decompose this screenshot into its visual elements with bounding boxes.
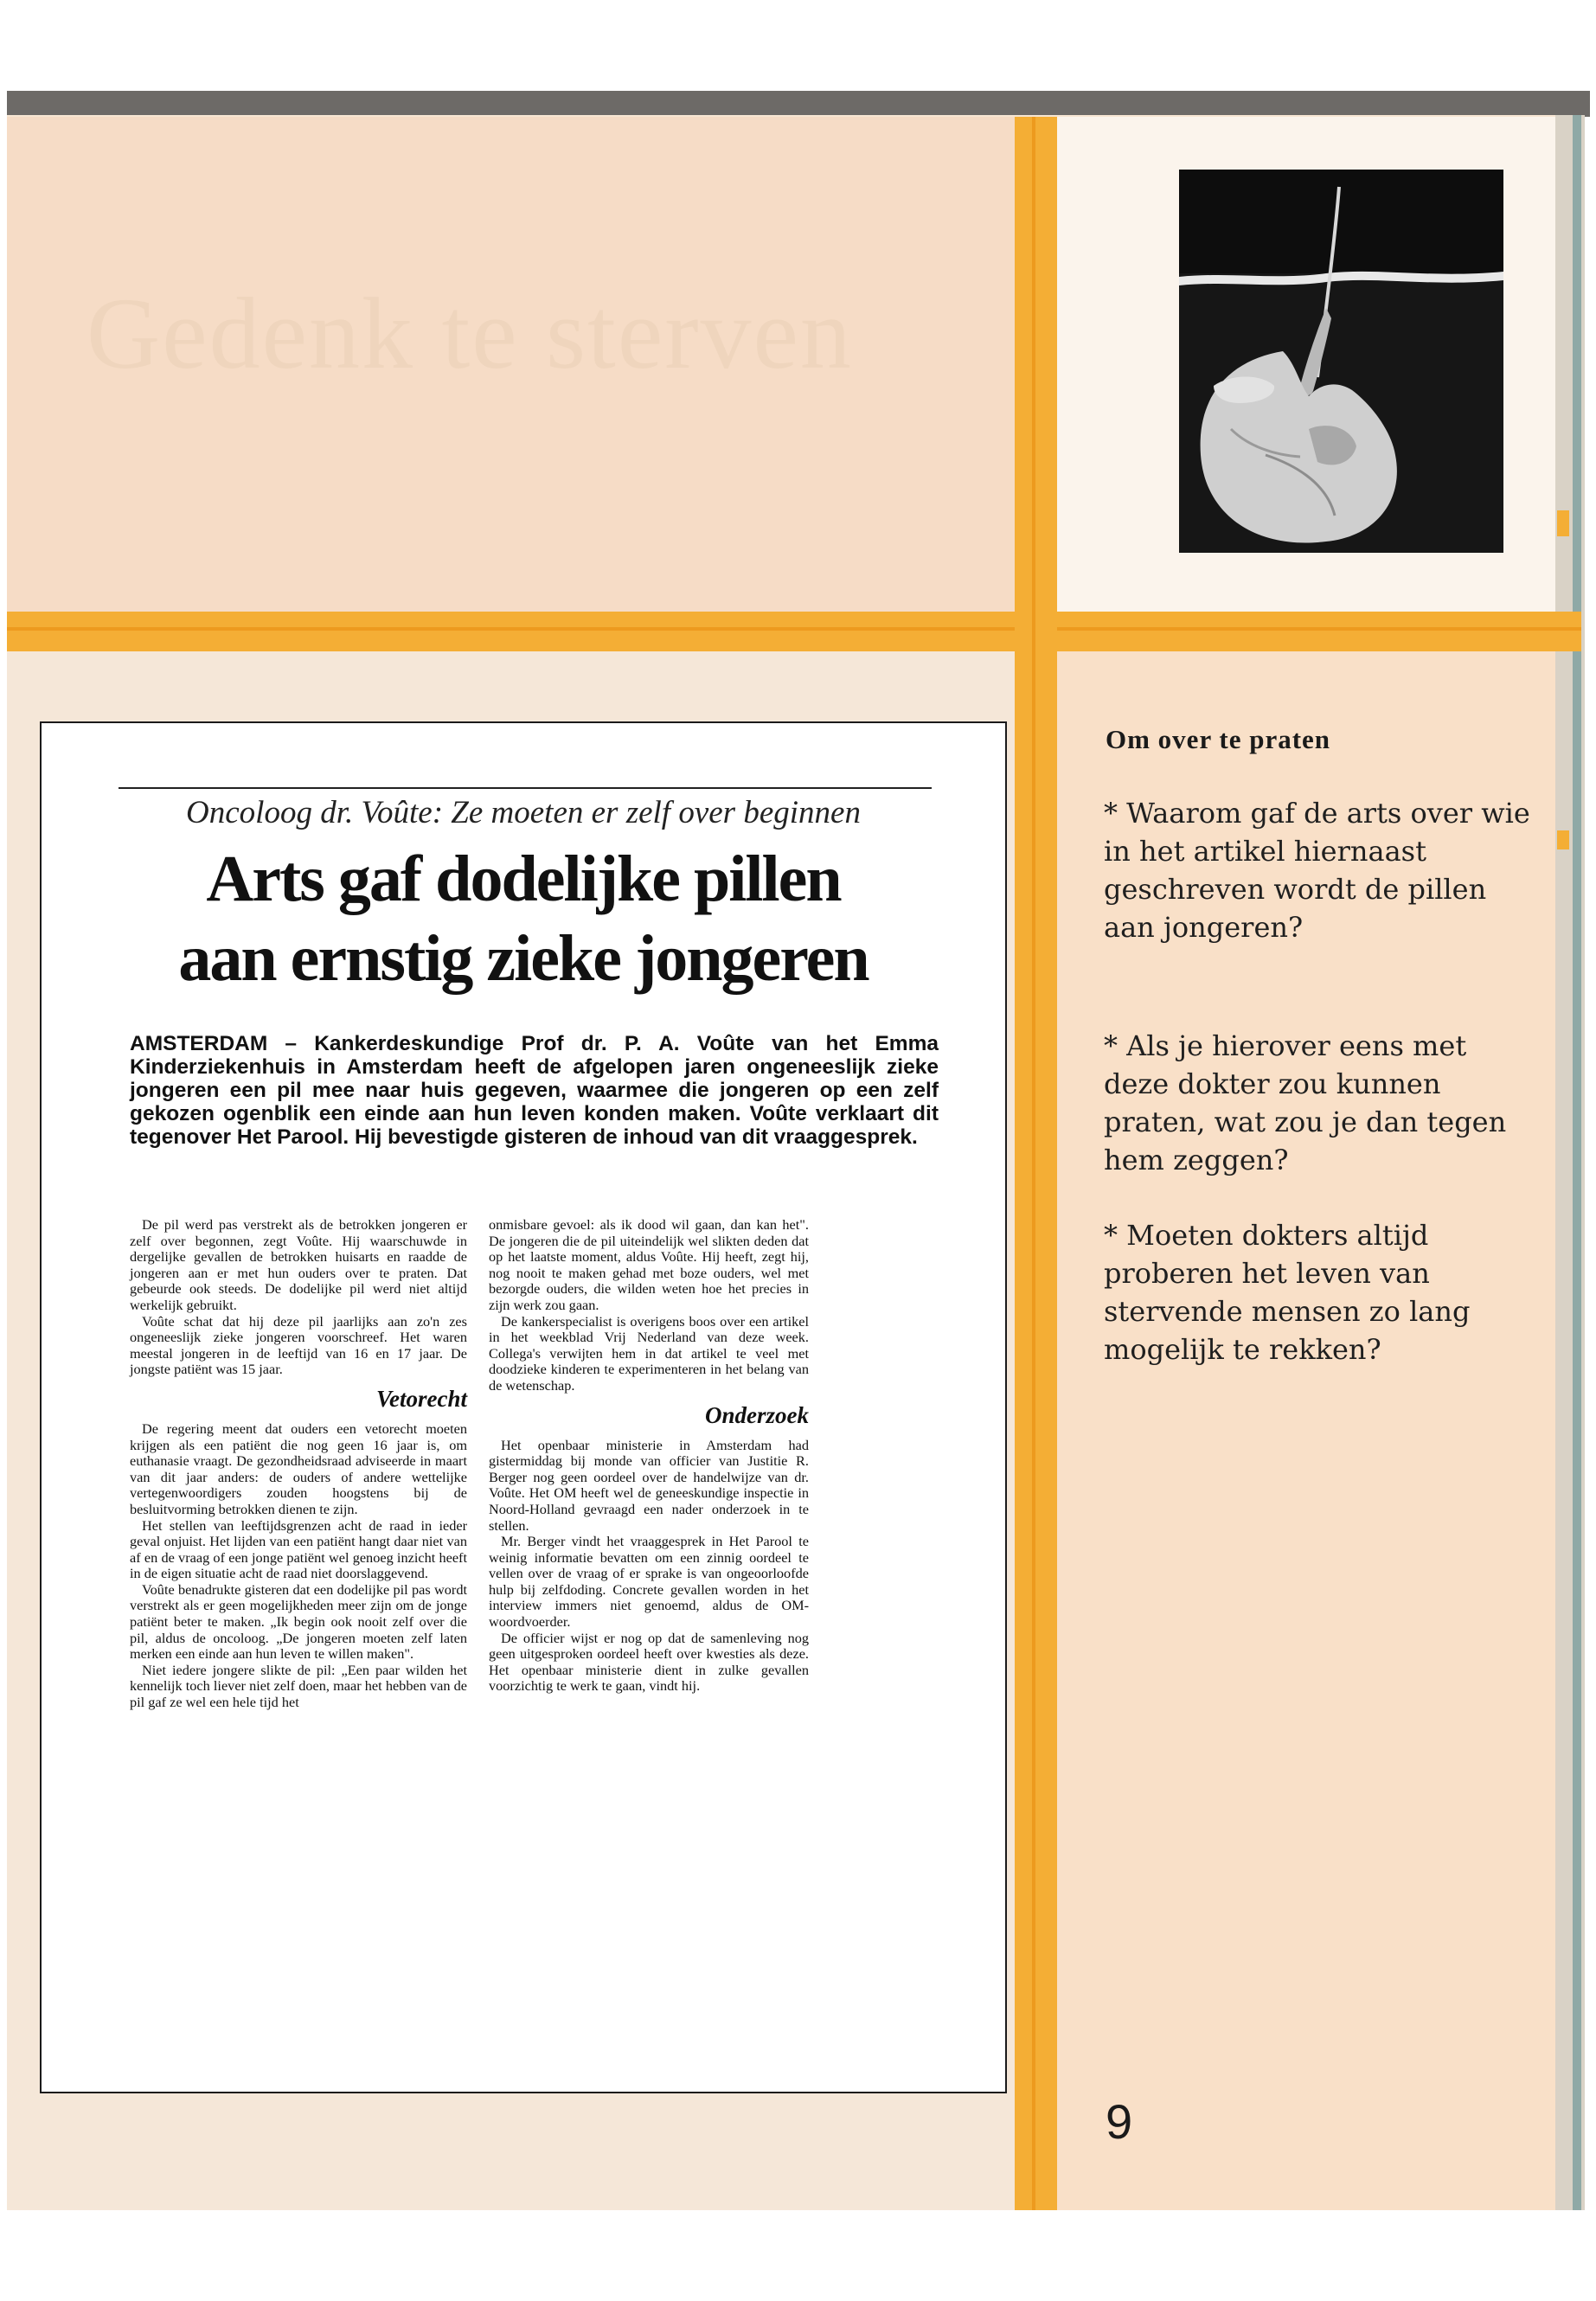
discussion-question-1: * Waarom gaf de arts over wie in het artikel hiernaast geschreven wordt de pillen aan jongeren? <box>1104 797 1530 944</box>
horizontal-cross-bar <box>7 612 1581 651</box>
paragraph: De kankerspecialist is overigens boos over een artikel in het weekblad Vrij Nederland van deze week. Collega's verwijten hem in dat artikel te veel met doodzieke kinderen te experimenteren in het belang van de wetenschap. <box>489 1312 809 1394</box>
edge-marker-top <box>1557 510 1569 536</box>
scan-top-strip <box>7 91 1590 117</box>
hand-with-scissors-photo <box>1179 170 1503 553</box>
edge-marker <box>1557 830 1569 849</box>
paragraph: Het openbaar ministerie in Amsterdam had gistermiddag bij monde van officier van Justitie R. Berger nog geen oordeel over de handelwijze van dr. Voûte. Het OM heeft wel de geneeskundige inspectie in Noord-Holland gevraagd een nader onderzoek in te stellen. <box>489 1436 809 1534</box>
vertical-cross-bar <box>1015 117 1057 2210</box>
paragraph: Mr. Berger vindt het vraaggesprek in Het Parool te weinig informatie bevatten om een zinnig oordeel te vellen over de vraag of er sprake is van ongeoorloofde hulp bij zelfdoding. Concrete gevallen worden in het interview immers niet genoemd, aldus de OM-woordvoerder. <box>489 1533 809 1631</box>
article-column-1 <box>130 1217 467 1711</box>
paragraph: Niet iedere jongere slikte de pil: „Een paar wilden het kennelijk toch liever niet zelf doen, maar het hebben van de pil gaf ze wel een hele tijd het <box>130 1661 467 1711</box>
article-intro: AMSTERDAM – Kankerdeskundige Prof dr. P. A. Voûte van het Emma Kinderziekenhuis in Amsterdam heeft de afgelopen jaren ongeneeslijk zieke jongeren een pil mee naar huis gegeven, waarmee die jongeren op een zelf gekozen ogenblik een einde aan hun leven konden maken. Voûte verklaart dit tegenover Het Parool. Hij bevestigde gisteren de inhoud van dit vraaggesprek. <box>130 1032 939 1149</box>
headline-line-2: aan ernstig zieke jongeren <box>178 922 869 995</box>
subheading-vetorecht: Vetorecht <box>376 1385 467 1412</box>
vertical-cross-line <box>1032 117 1035 2210</box>
article-subtitle: Oncoloog dr. Voûte: Ze moeten er zelf over beginnen <box>186 795 861 830</box>
paragraph: De pil werd pas verstrekt als de betrokken jongeren er zelf over begonnen, zegt Voûte. Hij waarschuwde in dergelijke gevallen de betrokken huisarts en raadde de jongeren aan er met hun ouders over te praten. Dat gebeurde ook steeds. De dodelijke pil werd niet altijd werkelijk gebruikt. <box>130 1216 467 1313</box>
paragraph: Voûte benadrukte gisteren dat een dodelijke pil pas wordt verstrekt als er geen mogelijkheden meer zijn om de jonge patiënt beter te maken. „Ik begin ook nooit zelf over die pil, aldus de oncoloog. „De jongeren moeten zelf laten merken een einde aan hun leven te willen maken". <box>130 1580 467 1663</box>
subheading-onderzoek: Onderzoek <box>705 1401 809 1428</box>
show-through-title: Gedenk te sterven <box>87 277 853 390</box>
discussion-question-2: * Als je hierover eens met deze dokter zou kunnen praten, wat zou je dan tegen hem zeggen? <box>1104 1029 1507 1176</box>
headline-line-1: Arts gaf dodelijke pillen <box>206 843 841 915</box>
page-binding-edge <box>1573 115 1581 2210</box>
paragraph: De regering meent dat ouders een vetorecht moeten krijgen als een patiënt die nog geen 16 jaar is, om euthanasie vraagt. De gezondheidsraad adviseerde in maart van dit jaar anders: de ouders of andere wettelijke vertegenwoordigers zouden hoogstens bij de besluitvorming betrokken dienen te zijn. <box>130 1420 467 1517</box>
discussion-question-3: * Moeten dokters altijd proberen het leven van stervende mensen zo lang mogelijk te rekken? <box>1104 1219 1471 1366</box>
paragraph: Het stellen van leeftijdsgrenzen acht de raad in ieder geval onjuist. Het lijden van een patiënt hangt daar niet van af en de vraag of een jonge patiënt wel genoeg inzicht heeft in de eigen situatie acht de raad niet doorslaggevend. <box>130 1516 467 1582</box>
paragraph: Voûte schat dat hij deze pil jaarlijks aan zo'n zes ongeneeslijk zieke jongeren voorschreef. Het waren meestal jongeren in de leeftijd van 16 en 17 jaar. De jongste patiënt was 15 jaar. <box>130 1312 467 1378</box>
article-column-2 <box>489 1217 809 1695</box>
horizontal-cross-line <box>7 627 1581 631</box>
paragraph: onmisbare gevoel: als ik dood wil gaan, dan kan het". De jongeren die de pil uiteindelijk wel slikten deden dat op het laatste moment, aldus Voûte. Hij heeft, zegt hij, nog nooit te maken gehad met boze ouders, wel met bezorgde ouders, die wilden weten hoe het precies in zijn werk zou gaan. <box>489 1216 809 1313</box>
scissors-cutting-thread-image <box>1179 170 1503 553</box>
sidebar-title: Om over te praten <box>1106 724 1331 754</box>
paragraph: De officier wijst er nog op dat de samenleving nog geen uitgesproken oordeel heeft over kwesties als deze. Het openbaar ministerie dient in zulke gevallen voorzichtig te werk te gaan, vindt hij. <box>489 1629 809 1695</box>
article-headline <box>40 839 1007 998</box>
subtitle-rule <box>119 787 932 789</box>
page-number: 9 <box>1106 2094 1133 2149</box>
